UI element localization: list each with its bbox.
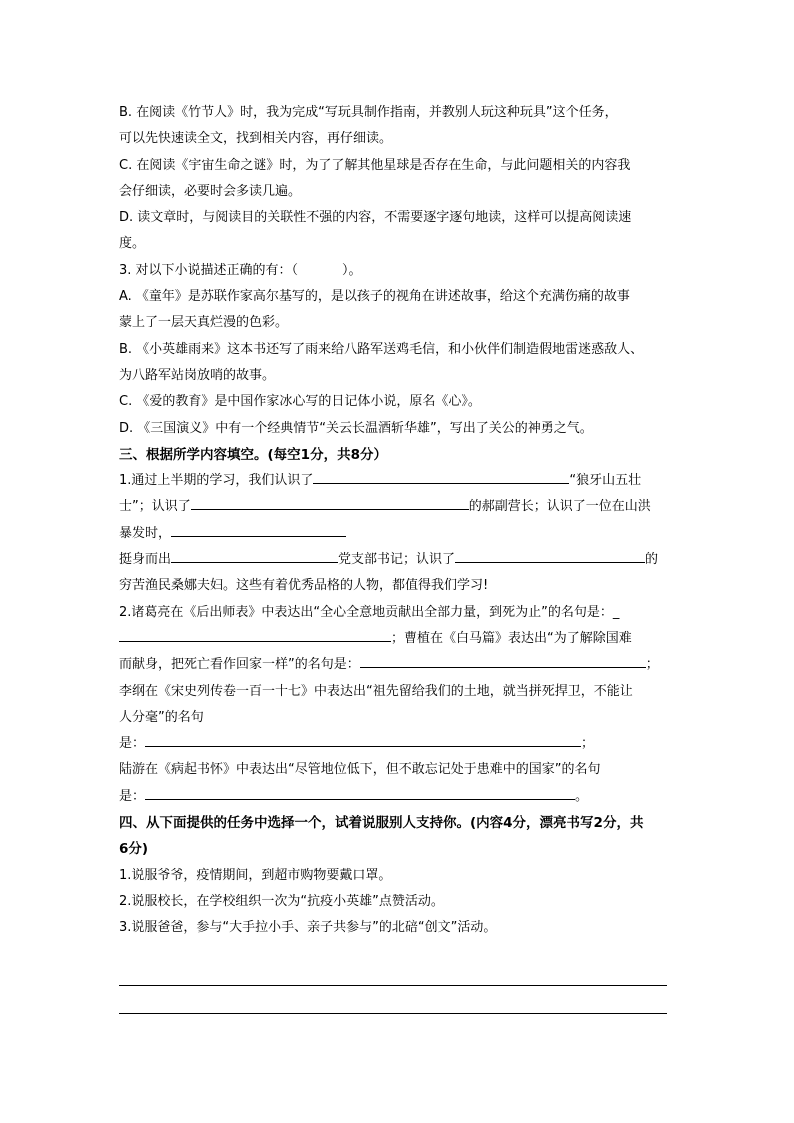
answer-line[interactable] <box>119 958 667 986</box>
q3-option-c: C. 《爱的教育》是中国作家冰心写的日记体小说，原名《心》。 <box>119 394 481 410</box>
task-1: 1.说服爷爷，疫情期间，到超市购物要戴口罩。 <box>119 867 392 883</box>
blank-ligang[interactable] <box>145 732 581 747</box>
s3-q2-text-h: 是： <box>119 788 146 804</box>
q3-stem-text: 3. 对以下小说描述正确的有：（ <box>119 262 299 278</box>
s3-q2-line5: 人分毫”的名句 <box>119 709 204 725</box>
s3-q1-line5: 穷苦渔民桑娜夫妇。这些有着优秀品格的人物，都值得我们学习! <box>119 578 489 594</box>
section4-heading-line1: 四、从下面提供的任务中选择一个，试着说服别人支持你。(内容4分，漂亮书写2分，共 <box>119 815 644 832</box>
s3-q2-line4: 李纲在《宋史列传卷一百一十七》中表达出“祖先留给我们的土地，就当拼死捍卫，不能让 <box>119 683 633 699</box>
s3-q2-line7: 陆游在《病起书怀》中表达出“尽管地位低下，但不敢忘记处于患难中的国家”的名句 <box>119 762 601 778</box>
q3-stem <box>119 258 671 284</box>
s3-q2-text-c-end: ； <box>645 657 659 673</box>
task-3: 3.说服爸爸，参与“大手拉小手、亲子共参与”的北碚“创文”活动。 <box>119 920 497 936</box>
s3-q1-text-e: 暴发时， <box>119 525 172 541</box>
blank-zhuge[interactable] <box>119 627 391 642</box>
s3-q2-text-f: 是： <box>119 736 146 752</box>
answer-line[interactable] <box>119 986 667 1014</box>
exam-page <box>119 100 671 942</box>
s3-q2-line3 <box>119 652 671 678</box>
blank-caozhi[interactable] <box>360 653 646 668</box>
q2-option-b-line2: 可以先快速读全文，找到相关内容，再仔细读。 <box>119 131 393 147</box>
s3-q2-text-c: 而献身，把死亡看作回家一样”的名句是： <box>119 657 360 673</box>
s3-q1-text-d: 的郝副营长；认识了一位在山洪 <box>468 499 651 515</box>
q3-option-a-line1: A. 《童年》是苏联作家高尔基写的，是以孩子的视角在讲述故事，给这个充满伤痛的故事 <box>119 289 630 305</box>
blank-flood-2[interactable] <box>171 548 338 563</box>
s3-q1-text-c: 士”；认识了 <box>119 499 191 515</box>
blank-wolftooth[interactable] <box>313 469 569 484</box>
s3-q2-line8 <box>119 784 671 810</box>
s3-q1-text-h: 的 <box>645 552 659 568</box>
task-2: 2.说服校长，在学校组织一次为“抗疫小英雄”点赞活动。 <box>119 893 444 909</box>
s3-q1-text-f: 挺身而出 <box>119 552 172 568</box>
q2-option-c-line2: 会仔细读，必要时会多读几遍。 <box>119 183 302 199</box>
s3-q2-text-b: ；曹植在《白马篇》表达出“为了解除国难 <box>391 630 632 646</box>
section3-heading: 三、根据所学内容填空。(每空1分，共8分） <box>119 446 387 463</box>
blank-hao-commander[interactable] <box>191 495 469 510</box>
q3-stem-end: ）。 <box>342 262 362 278</box>
q2-option-b-line1: B. 在阅读《竹节人》时，我为完成“写玩具制作指南，并教别人玩这种玩具”这个任务， <box>119 105 618 120</box>
q3-option-d: D. 《三国演义》中有一个经典情节“关云长温酒斩华雄”，写出了关公的神勇之气。 <box>119 420 593 436</box>
s3-q2-text-h-end: 。 <box>575 788 589 804</box>
s3-q1-line2 <box>119 494 671 520</box>
q3-option-b-line2: 为八路军站岗放哨的故事。 <box>119 367 276 383</box>
q3-option-a-line2: 蒙上了一层天真烂漫的色彩。 <box>119 315 289 331</box>
s3-q1-text-a: 1.通过上半期的学习，我们认识了 <box>119 473 314 489</box>
q2-option-d-line2: 度。 <box>119 236 146 252</box>
s3-q1-line4 <box>119 547 671 573</box>
s3-q1-line3 <box>119 521 671 547</box>
s3-q1-text-g: 党支部书记；认识了 <box>338 552 456 568</box>
q3-option-b-line1: B. 《小英雄雨来》这本书还写了雨来给八路军送鸡毛信，和小伙伴们制造假地雷迷惑敌人、 <box>119 341 644 357</box>
s3-q1-text-b: “狼牙山五壮 <box>569 473 642 489</box>
s3-q2-line1: 2.诸葛亮在《后出师表》中表达出“全心全意地贡献出全部力量，到死为止”的名句是：_ <box>119 604 620 620</box>
q2-option-d-line1: D. 读文章时，与阅读目的关联性不强的内容，不需要逐字逐句地读，这样可以提高阅读速 <box>119 210 632 226</box>
s3-q2-line2 <box>119 626 671 652</box>
q2-option-c-line1: C. 在阅读《宇宙生命之谜》时，为了了解其他星球是否存在生命，与此问题相关的内容我 <box>119 157 631 173</box>
blank-luyou[interactable] <box>145 785 575 800</box>
blank-flood-1[interactable] <box>171 522 346 537</box>
section4-heading-line2: 6分) <box>119 841 149 858</box>
s3-q2-text-f-end: ； <box>581 736 595 752</box>
blank-sangna[interactable] <box>455 548 645 563</box>
answer-area[interactable] <box>119 958 667 1014</box>
s3-q1-line1 <box>119 468 671 494</box>
s3-q2-line6 <box>119 731 671 757</box>
